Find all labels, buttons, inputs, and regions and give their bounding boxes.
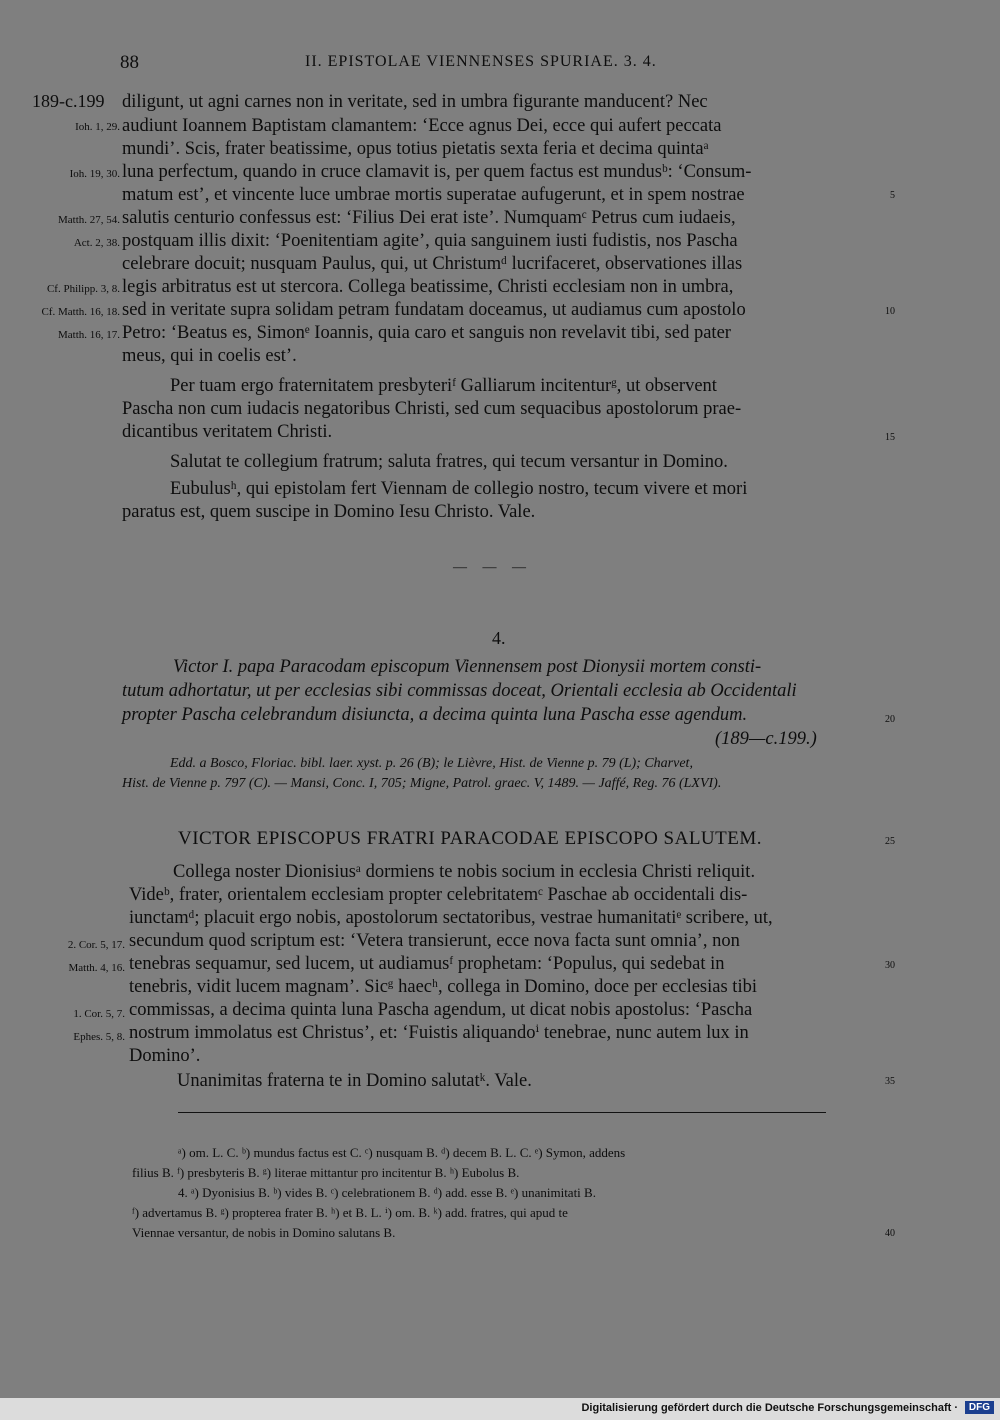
text-line: salutis centurio confessus est: ‘Filius Dei erat iste’. Numquamᶜ Petrus cum iudaeis, <box>122 208 736 228</box>
text-line: iunctamᵈ; placuit ergo nobis, apostolorum sectatoribus, vestrae humanitatiᵉ scribere, ut, <box>129 908 773 928</box>
footnote-rule <box>178 1112 826 1113</box>
text-line: luna perfectum, quando in cruce clamavit is, per quem factus est mundusᵇ: ‘Consum- <box>122 162 752 182</box>
summary-line: tutum adhortatur, ut per ecclesias sibi commissas doceat, Orientali ecclesia ab Occidentali <box>122 681 797 701</box>
margin-ref: 1. Cor. 5, 7. <box>73 1008 125 1020</box>
text-line: Unanimitas fraterna te in Domino salutatᵏ. Vale. <box>177 1071 532 1091</box>
text-line: tenebris, vidit lucem magnam’. Sicᵍ haecʰ, collega in Domino, doce per ecclesias tibi <box>129 977 757 997</box>
running-title: II. EPISTOLAE VIENNENSES SPURIAE. 3. 4. <box>305 53 657 70</box>
text-line: meus, qui in coelis est’. <box>122 346 297 366</box>
summary-line: Victor I. papa Paracodam episcopum Viennensem post Dionysii mortem consti- <box>173 657 762 677</box>
text-line: Salutat te collegium fratrum; saluta fratres, qui tecum versantur in Domino. <box>170 452 728 472</box>
footnote-line: ᶠ) advertamus B. ᵍ) propterea frater B. ʰ) et B. L. ⁱ) om. B. ᵏ) add. fratres, qui apud te <box>132 1205 568 1220</box>
text-line: Collega noster Dionisiusᵃ dormiens te nobis socium in ecclesia Christi reliquit. <box>173 862 756 882</box>
footnote-line: 4. ᵃ) Dyonisius B. ᵇ) vides B. ᶜ) celebrationem B. ᵈ) add. esse B. ᵉ) unanimitati B. <box>178 1185 596 1200</box>
salutation-heading: VICTOR EPISCOPUS FRATRI PARACODAE EPISCOPO SALUTEM. <box>178 828 763 849</box>
section-number: 4. <box>492 628 506 648</box>
text-line: paratus est, quem suscipe in Domino Iesu Christo. Vale. <box>122 502 536 522</box>
page-number: 88 <box>120 52 139 73</box>
text-line: dicantibus veritatem Christi. <box>122 422 333 442</box>
editions-line: Hist. de Vienne p. 797 (C). — Mansi, Conc. I, 705; Migne, Patrol. graec. V, 1489. — Jaffé, Reg. 76 (LXVI). <box>122 776 722 791</box>
text-line: postquam illis dixit: ‘Poenitentiam agite’, quia sanguinem iusti fudistis, nos Pascha <box>122 231 738 251</box>
text-line: nostrum immolatus est Christus’, et: ‘Fuistis aliquandoⁱ tenebrae, nunc autem lux in <box>129 1023 749 1043</box>
line-number: 15 <box>885 432 895 443</box>
editions-line: Edd. a Bosco, Floriac. bibl. laer. xyst. p. 26 (B); le Lièvre, Hist. de Vienne p. 79 (L); Charvet, <box>170 756 693 771</box>
digitization-footer <box>0 1398 1000 1420</box>
line-number: 25 <box>885 836 895 847</box>
line-number: 5 <box>890 190 895 201</box>
footnote-line: filius B. ᶠ) presbyteris B. ᵍ) literae mittantur pro incitentur B. ʰ) Eubolus B. <box>132 1165 520 1180</box>
footnote-line: ᵃ) om. L. C. ᵇ) mundus factus est C. ᶜ) nusquam B. ᵈ) decem B. L. C. ᵉ) Symon, addens <box>178 1145 626 1160</box>
text-line: audiunt Ioannem Baptistam clamantem: ‘Ecce agnus Dei, ecce qui aufert peccata <box>122 116 722 136</box>
text-line: Per tuam ergo fraternitatem presbyteriᶠ Galliarum incitenturᵍ, ut observent <box>170 376 717 396</box>
margin-ref: Cf. Philipp. 3, 8. <box>46 283 120 295</box>
margin-ref: Matth. 27, 54. <box>57 214 120 226</box>
summary-date: (189—c.199.) <box>715 729 817 749</box>
footnote-line: Viennae versantur, de nobis in Domino salutans B. <box>132 1225 396 1240</box>
date-margin: 189-c.199 <box>32 91 105 111</box>
margin-ref: Ioh. 1, 29. <box>75 121 120 133</box>
text-line: sed in veritate supra solidam petram fundatam doceamus, ut audiamus cum apostolo <box>122 300 746 320</box>
text-line: Pascha non cum iudacis negatoribus Christi, sed cum sequacibus apostolorum prae- <box>122 399 742 419</box>
text-line: matum est’, et vincente luce umbrae mortis superatae aufugerunt, et in spem nostrae <box>122 185 745 205</box>
text-line: mundi’. Scis, frater beatissime, opus totius pietatis sexta feria et decima quintaᵃ <box>122 139 709 159</box>
text-line: diligunt, ut agni carnes non in veritate, sed in umbra figurante manducent? Nec <box>122 92 708 112</box>
margin-ref: Ioh. 19, 30. <box>69 168 120 180</box>
text-line: legis arbitratus est ut stercora. Collega beatissime, Christi ecclesiam non in umbra, <box>122 277 734 297</box>
line-number: 10 <box>885 306 895 317</box>
dfg-logo: DFG <box>965 1401 994 1414</box>
text-line: secundum quod scriptum est: ‘Vetera transierunt, ecce nova facta sunt omnia’, non <box>129 931 740 951</box>
margin-ref: 2. Cor. 5, 17. <box>67 939 125 951</box>
section-separator: — — — <box>453 560 532 575</box>
text-line: Domino’. <box>129 1046 201 1066</box>
text-line: Videᵇ, frater, orientalem ecclesiam propter celebritatemᶜ Paschae ab occidentali dis- <box>129 885 748 905</box>
footer-text: Digitalisierung gefördert durch die Deutsche Forschungsgemeinschaft · <box>581 1402 958 1414</box>
text-line: commissas, a decima quinta luna Pascha agendum, ut dicat nobis apostolus: ‘Pascha <box>129 1000 753 1020</box>
text-line: Petro: ‘Beatus es, Simonᵉ Ioannis, quia caro et sanguis non revelavit tibi, sed pater <box>122 323 731 343</box>
summary-line: propter Pascha celebrandum disiuncta, a decima quinta luna Pascha esse agendum. <box>122 705 748 725</box>
margin-ref: Matth. 16, 17. <box>57 329 120 341</box>
margin-ref: Ephes. 5, 8. <box>73 1031 125 1043</box>
text-line: tenebras sequamur, sed lucem, ut audiamusᶠ prophetam: ‘Populus, qui sedebat in <box>129 954 725 974</box>
line-number: 35 <box>885 1076 895 1087</box>
text-line: Eubulusʰ, qui epistolam fert Viennam de collegio nostro, tecum vivere et mori <box>170 479 748 499</box>
text-line: celebrare docuit; nusquam Paulus, qui, ut Christumᵈ lucrifaceret, observationes illas <box>122 254 743 274</box>
line-number: 40 <box>885 1228 895 1239</box>
margin-ref: Act. 2, 38. <box>73 237 120 249</box>
line-number: 20 <box>885 714 895 725</box>
margin-ref: Cf. Matth. 16, 18. <box>41 306 120 318</box>
line-number: 30 <box>885 960 895 971</box>
margin-ref: Matth. 4, 16. <box>68 962 125 974</box>
